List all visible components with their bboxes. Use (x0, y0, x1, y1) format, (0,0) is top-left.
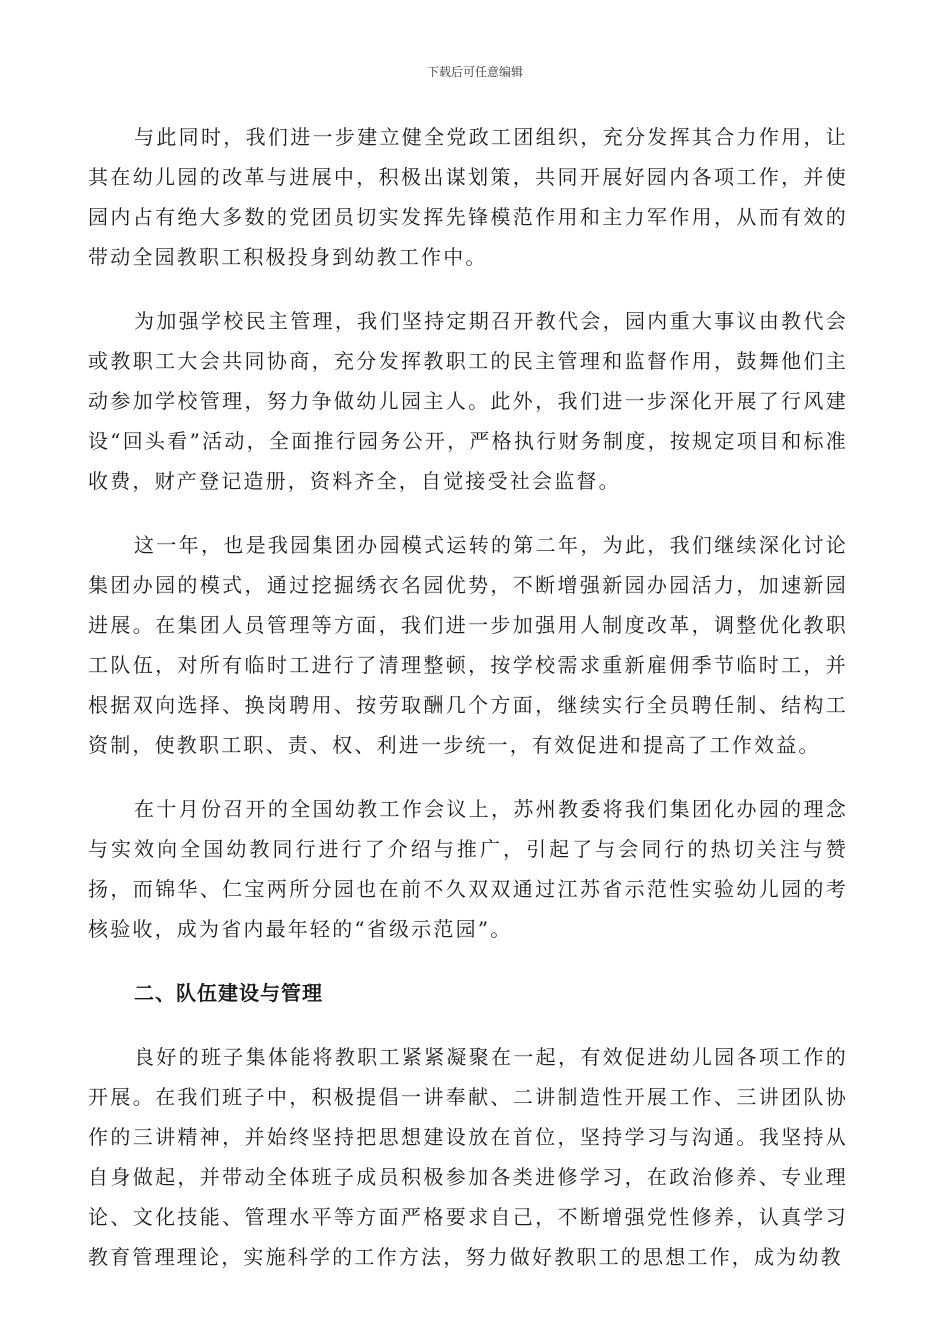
paragraph-group-operation: 这一年，也是我园集团办园模式运转的第二年，为此，我们继续深化讨论集团办园的模式，通过挖掘绣衣名园优势，不断增强新园办园活力，加速新园进展。在集团人员管理等方面，我们进一步加强用人制度改革，调整优化教职工队伍，对所有临时工进行了清理整顿，按学校需求重新雇佣季节临时工，并根据双向选择、换岗聘用、按劳取酬几个方面，继续实行全员聘任制、结构工资制，使教职工职、责、权、利进一步统一，有效促进和提高了工作效益。 (88, 533, 848, 757)
document-body (88, 117, 848, 1277)
paragraph-democratic-management: 为加强学校民主管理，我们坚持定期召开教代会，园内重大事议由教代会或教职工大会共同协商，充分发挥教职工的民主管理和监督作用，鼓舞他们主动参加学校管理，努力争做幼儿园主人。此外，我们进一步深化开展了行风建设“回头看”活动，全面推行园务公开，严格执行财务制度，按规定项目和标准收费，财产登记造册，资料齐全，自觉接受社会监督。 (88, 309, 848, 493)
paragraph-team-building: 良好的班子集体能将教职工紧紧凝聚在一起，有效促进幼儿园各项工作的开展。在我们班子中，积极提倡一讲奉献、二讲制造性开展工作、三讲团队协作的三讲精神，并始终坚持把思想建设放在首位，坚持学习与沟通。我坚持从自身做起，并带动全体班子成员积极参加各类进修学习，在政治修养、专业理论、文化技能、管理水平等方面严格要求自己，不断增强党性修养，认真学习教育管理理论，实施科学的工作方法，努力做好教职工的思想工作，成为幼教 (88, 1045, 848, 1269)
paragraph-national-conference: 在十月份召开的全国幼教工作会议上，苏州教委将我们集团化办园的理念与实效向全国幼教同行进行了介绍与推广，引起了与会同行的热切关注与赞扬，而锦华、仁宝两所分园也在前不久双双通过江苏省示范性实验幼儿园的考核验收，成为省内最年轻的“省级示范园”。 (88, 797, 848, 941)
section-heading: 二、队伍建设与管理 (134, 981, 323, 1005)
paragraph-party-organizations: 与此同时，我们进一步建立健全党政工团组织，充分发挥其合力作用，让其在幼儿园的改革与进展中，积极出谋划策，共同开展好园内各项工作，并使园内占有绝大多数的党团员切实发挥先锋模范作用和主力军作用，从而有效的带动全园教职工积极投身到幼教工作中。 (88, 125, 848, 269)
page-header: 下载后可任意编辑 (426, 65, 523, 79)
